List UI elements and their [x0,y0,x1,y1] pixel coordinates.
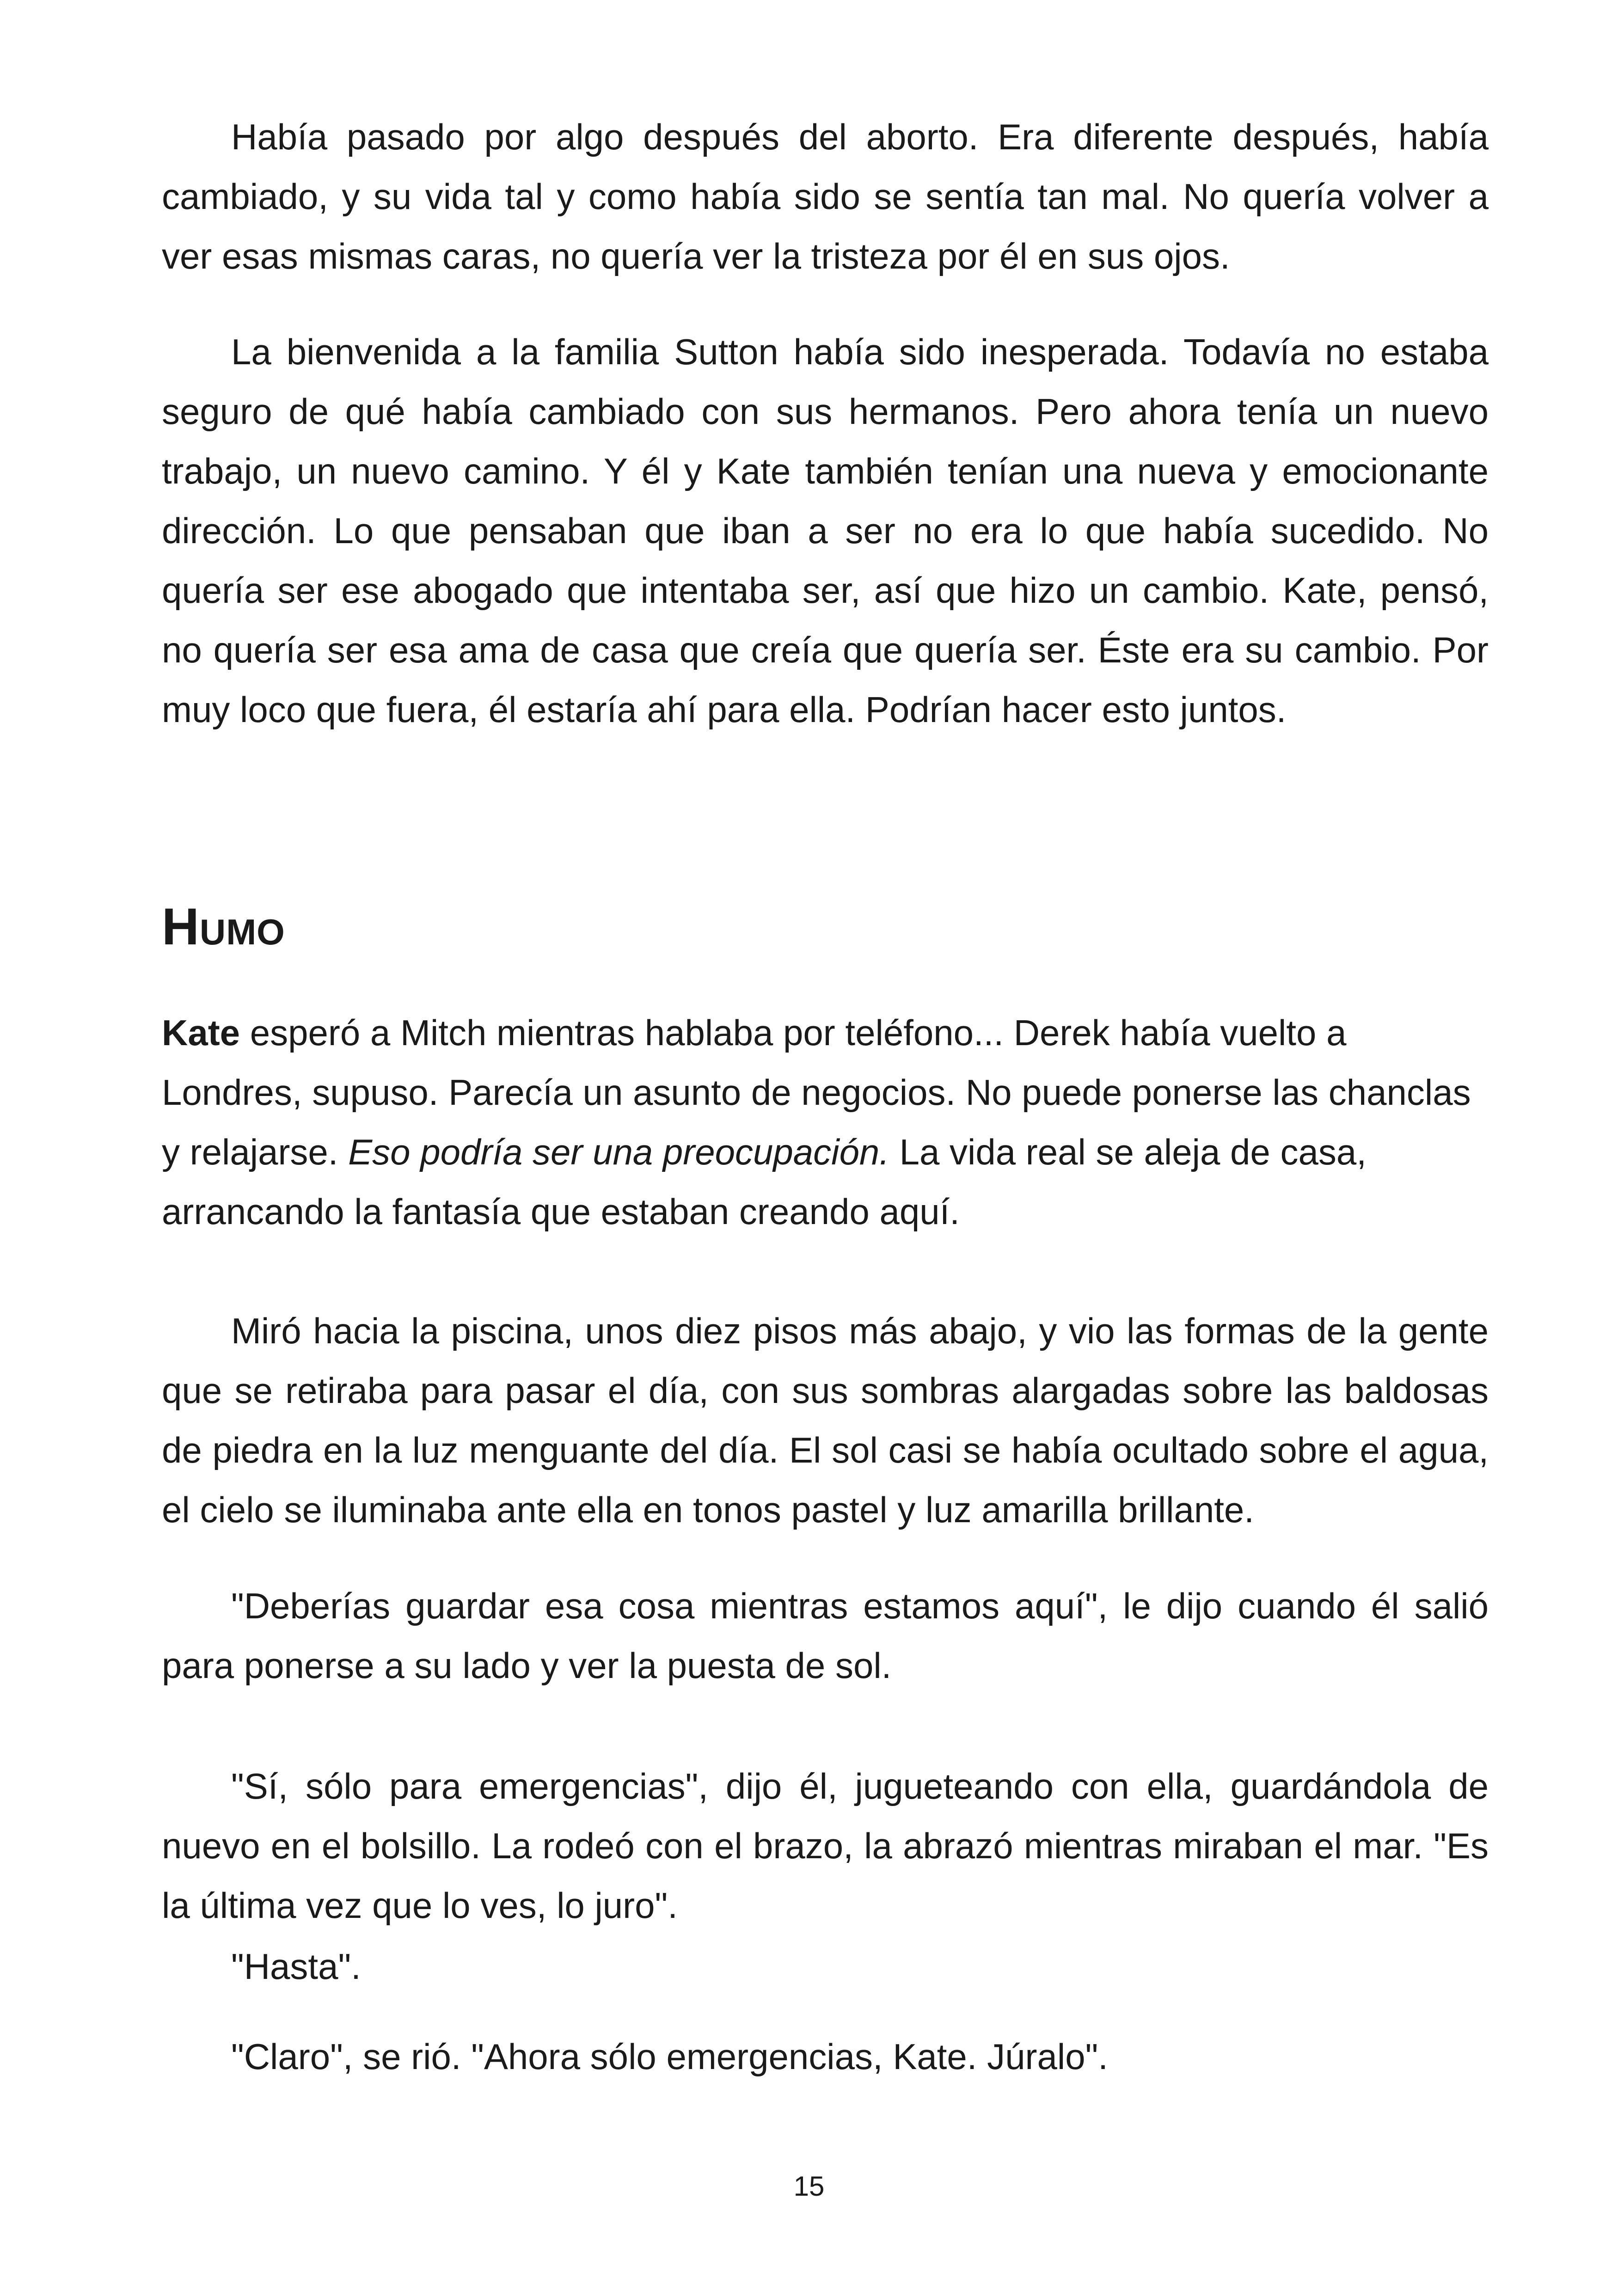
paragraph: Miró hacia la piscina, unos diez pisos más abajo, y vio las formas de la gente que se retiraba para pasar el día, con sus sombras alargadas sobre las baldosas de piedra en la luz menguante del día. El sol casi se había ocultado sobre el agua, el cielo se iluminaba ante ella en tonos pastel y luz amarilla brillante. [162,1310,1489,1530]
paragraph: "Claro", se rió. "Ahora sólo emergencias, Kate. Júralo". [231,2036,1108,2077]
paragraph-text: esperó a Mitch mientras hablaba por teléfono... Derek había vuelto a Londres, supuso. Parecía un asunto de negocios. No puede ponerse las chanclas y relajarse. [162,1012,1471,1172]
paragraph: "Deberías guardar esa cosa mientras estamos aquí", le dijo cuando él salió para ponerse a su lado y ver la puesta de sol. [162,1586,1489,1686]
paragraph-block [162,107,1489,286]
paragraph [162,1003,1489,1242]
paragraph: Había pasado por algo después del aborto. Era diferente después, había cambiado, y su vida tal y como había sido se sentía tan mal. No quería volver a ver esas mismas caras, no quería ver la tristeza por él en sus ojos. [162,116,1489,276]
page-number: 15 [793,2171,825,2202]
paragraph-block [162,322,1489,740]
chapter-title: Humo [162,898,285,955]
paragraph-text: La vida real se aleja de casa, arrancando la fantasía que estaban creando aquí. [162,1132,1367,1232]
paragraph: La bienvenida a la familia Sutton había sido inesperada. Todavía no estaba seguro de qué había cambiado con sus hermanos. Pero ahora tenía un nuevo trabajo, un nuevo camino. Y él y Kate también tenían una nueva y emocionante dirección. Lo que pensaban que iban a ser no era lo que había sucedido. No quería ser ese abogado que intentaba ser, así que hizo un cambio. Kate, pensó, no quería ser esa ama de casa que creía que quería ser. Éste era su cambio. Por muy loco que fuera, él estaría ahí para ella. Podrían hacer esto juntos. [162,331,1489,730]
paragraph-block [162,1937,1489,1996]
paragraph: "Sí, sólo para emergencias", dijo él, jugueteando con ella, guardándola de nuevo en el bolsillo. La rodeó con el brazo, la abrazó mientras miraban el mar. "Es la última vez que lo ves, lo juro". [162,1766,1489,1926]
paragraph-block [162,1757,1489,1935]
paragraph-block [162,1003,1489,1242]
paragraph-block [162,2027,1489,2087]
paragraph-block [162,1301,1489,1540]
italic-thought: Eso podría ser una preocupación. [348,1132,889,1172]
lead-name: Kate [162,1012,240,1053]
paragraph: "Hasta". [231,1946,361,1987]
paragraph-block [162,1576,1489,1696]
